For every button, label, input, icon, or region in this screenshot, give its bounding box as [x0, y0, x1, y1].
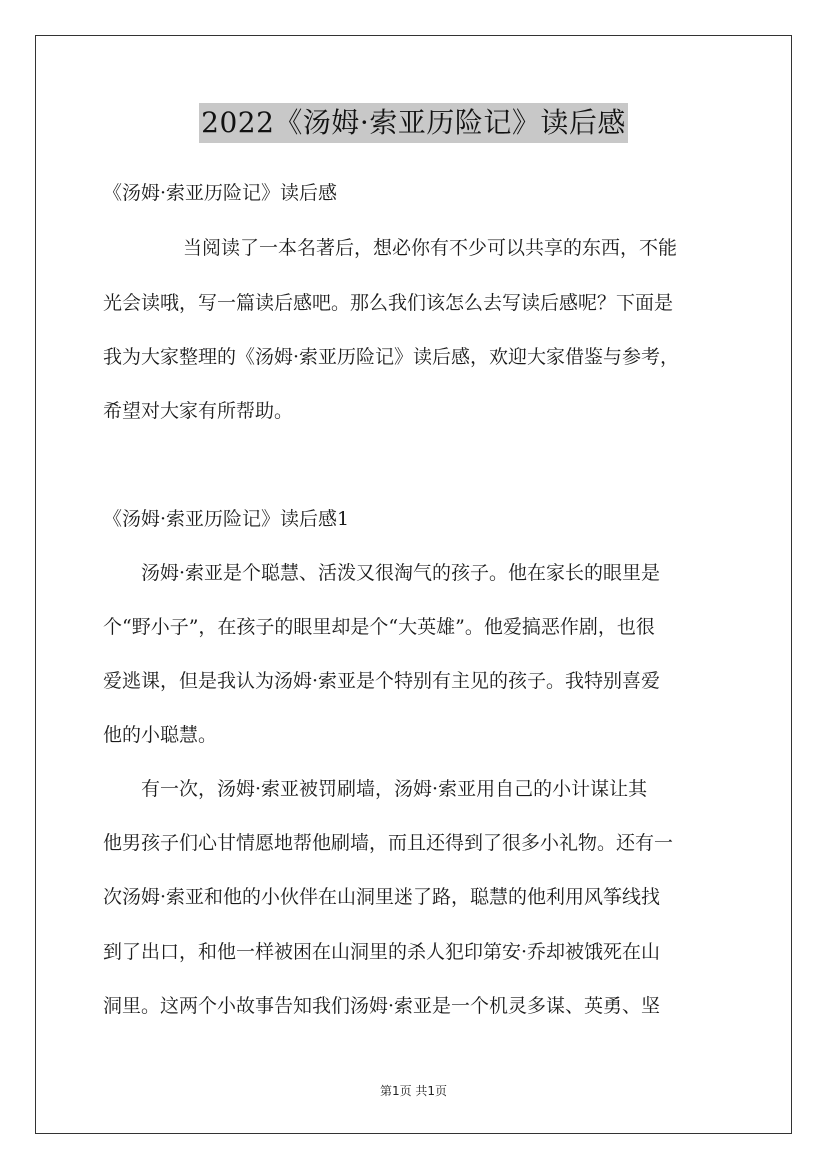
body-line-4: 他的小聪慧。	[103, 724, 218, 746]
intro-line-3: 我为大家整理的《汤姆·索亚历险记》读后感，欢迎大家借鉴与参考，	[103, 346, 680, 368]
body-line-7: 次汤姆·索亚和他的小伙伴在山洞里迷了路，聪慧的他利用风筝线找	[103, 886, 661, 908]
body-line-8: 到了出口，和他一样被困在山洞里的杀人犯印第安·乔却被饿死在山	[103, 941, 661, 963]
title-container	[0, 103, 827, 143]
page-footer: 第1页 共1页	[379, 1084, 448, 1098]
intro-line-4: 希望对大家有所帮助。	[103, 400, 294, 422]
body-line-2: 个“野小子”，在孩子的眼里却是个“大英雄”。他爱搞恶作剧，也很	[103, 616, 655, 638]
document-subtitle: 《汤姆·索亚历险记》读后感	[103, 182, 338, 204]
body-line-9: 洞里。这两个小故事告知我们汤姆·索亚是一个机灵多谋、英勇、坚	[103, 995, 661, 1017]
body-line-5: 有一次，汤姆·索亚被罚刷墙，汤姆·索亚用自己的小计谋让其	[141, 778, 648, 800]
intro-line-2: 光会读哦，写一篇读后感吧。那么我们该怎么去写读后感呢？下面是	[103, 292, 674, 314]
document-title: 2022《汤姆·索亚历险记》读后感	[199, 103, 628, 143]
body-line-3: 爱逃课，但是我认为汤姆·索亚是个特别有主见的孩子。我特别喜爱	[103, 670, 661, 692]
intro-line-1: 当阅读了一本名著后，想必你有不少可以共享的东西，不能	[183, 237, 678, 259]
body-line-1: 汤姆·索亚是个聪慧、活泼又很淘气的孩子。他在家长的眼里是	[141, 562, 661, 584]
section-heading: 《汤姆·索亚历险记》读后感1	[103, 508, 350, 530]
body-line-6: 他男孩子们心甘情愿地帮他刷墙，而且还得到了很多小礼物。还有一	[103, 832, 674, 854]
